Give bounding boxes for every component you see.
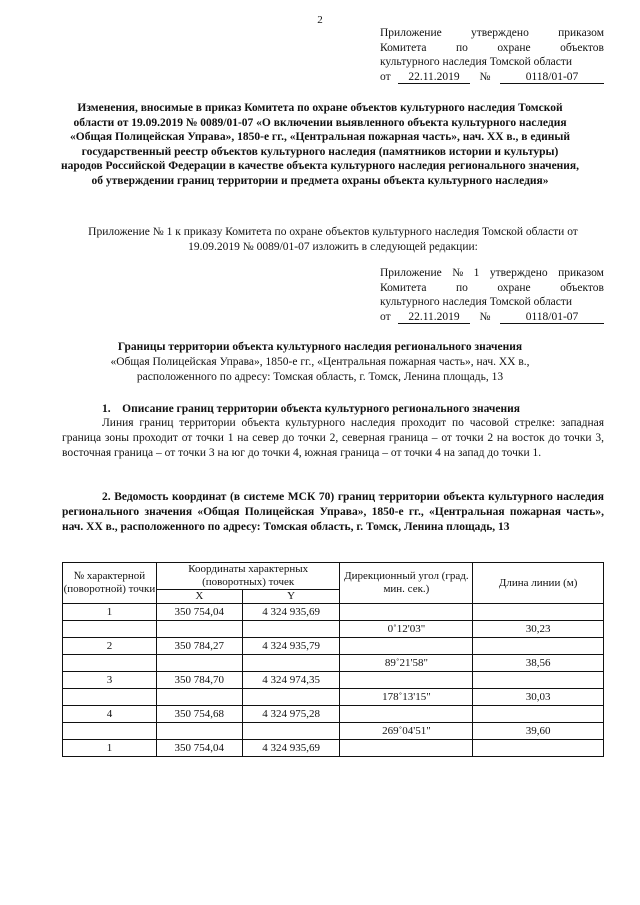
approval-line-3: культурного наследия Томской области — [380, 296, 573, 308]
table-row — [63, 638, 604, 655]
table-row — [63, 621, 604, 638]
approval-word: Приложение — [380, 27, 442, 39]
header-length: Длина линии (м) — [473, 563, 604, 604]
cell-x — [156, 621, 242, 638]
boundaries-line-2: «Общая Полицейская Управа», 1850-е гг., «Центральная пожарная часть», нач. XX в., — [110, 356, 530, 368]
ot-label: от — [380, 70, 391, 83]
cell-x — [156, 655, 242, 672]
cell-angle: 178˚13'15" — [340, 689, 473, 706]
table-row — [63, 655, 604, 672]
approval-date-line — [380, 310, 604, 325]
cell-point — [63, 723, 157, 740]
number-sign: № — [479, 70, 491, 83]
cell-y — [242, 655, 340, 672]
section1-heading: 1. Описание границ территории объекта культурного регионального значения — [102, 403, 520, 415]
cell-length — [473, 604, 604, 621]
table-row — [63, 740, 604, 757]
page-number: 2 — [317, 14, 323, 26]
header-coords: Координаты характерных (поворотных) точек — [156, 563, 340, 590]
approval-word: № — [452, 267, 464, 279]
cell-x: 350 784,27 — [156, 638, 242, 655]
cell-length — [473, 638, 604, 655]
cell-y — [242, 723, 340, 740]
cell-point — [63, 621, 157, 638]
section2-heading: 2. Ведомость координат (в системе МСК 70) границ территории объекта культурного наследия регионального значения «Общая Полицейская Управа», 1850-е гг., «Центральная пожарная часть», нач. XX в., расположенного по адресу: Томская область, г. Томск, Ленина площадь, 13 — [62, 491, 604, 533]
cell-y: 4 324 935,69 — [242, 604, 340, 621]
approval-number: 0118/01-07 — [500, 311, 604, 324]
document-title: Изменения, вносимые в приказ Комитета по охране объектов культурного наследия Томской области от 19.09.2019 № 0089/01-07 «О включении выявленного объекта культурного наследия «Общая Полицейская Управа», 1850-е гг., «Центральная пожарная часть», нач. XX в., в единый государственный реестр объектов культурного наследия (памятников истории и культуры) народов Российской Федерации в качестве объекта культурного наследия регионального значения, об утверждении границ территории и предмета охраны объекта культурного наследия» — [60, 102, 580, 187]
cell-angle — [340, 706, 473, 723]
approval-line-2 — [380, 281, 604, 296]
ot-label: от — [380, 310, 391, 323]
boundaries-line-3: расположенного по адресу: Томская область, г. Томск, Ленина площадь, 13 — [136, 371, 504, 383]
cell-angle — [340, 740, 473, 757]
header-angle: Дирекционный угол (град. мин. сек.) — [340, 563, 473, 604]
number-sign: № — [479, 310, 491, 323]
approval-line-1 — [380, 266, 604, 281]
coordinates-table — [62, 562, 604, 757]
approval-word: приказом — [558, 27, 604, 39]
cell-length — [473, 740, 604, 757]
approval-date: 22.11.2019 — [398, 71, 470, 84]
approval-line-1 — [380, 26, 604, 41]
approval-block-top — [380, 26, 604, 84]
cell-angle — [340, 604, 473, 621]
cell-point: 2 — [63, 638, 157, 655]
cell-length: 39,60 — [473, 723, 604, 740]
intro-text: Приложение № 1 к приказу Комитета по охране объектов культурного наследия Томской области от 19.09.2019 № 0089/01-07 изложить в следующей редакции: — [88, 226, 578, 253]
cell-y: 4 324 974,35 — [242, 672, 340, 689]
cell-x: 350 784,70 — [156, 672, 242, 689]
approval-word: утверждено — [471, 27, 529, 39]
boundaries-heading: Границы территории объекта культурного наследия регионального значения — [117, 341, 523, 353]
cell-y — [242, 621, 340, 638]
cell-x — [156, 689, 242, 706]
approval-word: Приложение — [380, 267, 442, 279]
cell-y: 4 324 975,28 — [242, 706, 340, 723]
cell-x — [156, 723, 242, 740]
approval-word: по — [455, 281, 468, 294]
cell-point — [63, 655, 157, 672]
section1-text: Линия границ территории объекта культурного наследия проходит по часовой стрелке: западная граница зоны проходит от точки 1 на север до точки 2, северная граница – от точки 2 на восток до точки 3, восточная граница – от точки 3 на юг до точки 4, южная граница – от точки 4 на запад до точки 1. — [62, 417, 604, 459]
cell-angle: 89˚21'58" — [340, 655, 473, 672]
table-row — [63, 672, 604, 689]
cell-angle — [340, 672, 473, 689]
approval-date-line — [380, 70, 604, 85]
table-row — [63, 689, 604, 706]
approval-word: Комитета — [380, 41, 427, 54]
table-row — [63, 604, 604, 621]
approval-word: объектов — [560, 41, 604, 54]
cell-point: 3 — [63, 672, 157, 689]
cell-angle — [340, 638, 473, 655]
header-point: № характерной (поворотной) точки — [63, 563, 157, 604]
approval-word: охране — [497, 281, 531, 294]
cell-angle: 0˚12'03" — [340, 621, 473, 638]
cell-length: 30,23 — [473, 621, 604, 638]
table-header-row — [63, 563, 604, 590]
cell-y: 4 324 935,79 — [242, 638, 340, 655]
cell-point — [63, 689, 157, 706]
table-row — [63, 723, 604, 740]
approval-word: Комитета — [380, 281, 427, 294]
approval-word: объектов — [560, 281, 604, 294]
cell-length — [473, 672, 604, 689]
cell-length — [473, 706, 604, 723]
approval-word: приказом — [558, 267, 604, 279]
approval-date: 22.11.2019 — [398, 311, 470, 324]
cell-x: 350 754,04 — [156, 604, 242, 621]
cell-point: 1 — [63, 740, 157, 757]
approval-line-2 — [380, 41, 604, 56]
table-row — [63, 706, 604, 723]
cell-x: 350 754,68 — [156, 706, 242, 723]
approval-word: по — [455, 41, 468, 54]
cell-length: 30,03 — [473, 689, 604, 706]
approval-word: охране — [497, 41, 531, 54]
approval-number: 0118/01-07 — [500, 71, 604, 84]
approval-word: утверждено — [489, 267, 548, 279]
cell-angle: 269˚04'51" — [340, 723, 473, 740]
approval-block-second — [380, 266, 604, 324]
cell-point: 1 — [63, 604, 157, 621]
header-y: Y — [242, 590, 340, 604]
cell-x: 350 754,04 — [156, 740, 242, 757]
approval-line-3: культурного наследия Томской области — [380, 56, 573, 68]
approval-word: 1 — [473, 267, 480, 279]
header-x: X — [156, 590, 242, 604]
cell-y — [242, 689, 340, 706]
cell-point: 4 — [63, 706, 157, 723]
boundaries-heading-block — [40, 340, 600, 385]
cell-y: 4 324 935,69 — [242, 740, 340, 757]
cell-length: 38,56 — [473, 655, 604, 672]
